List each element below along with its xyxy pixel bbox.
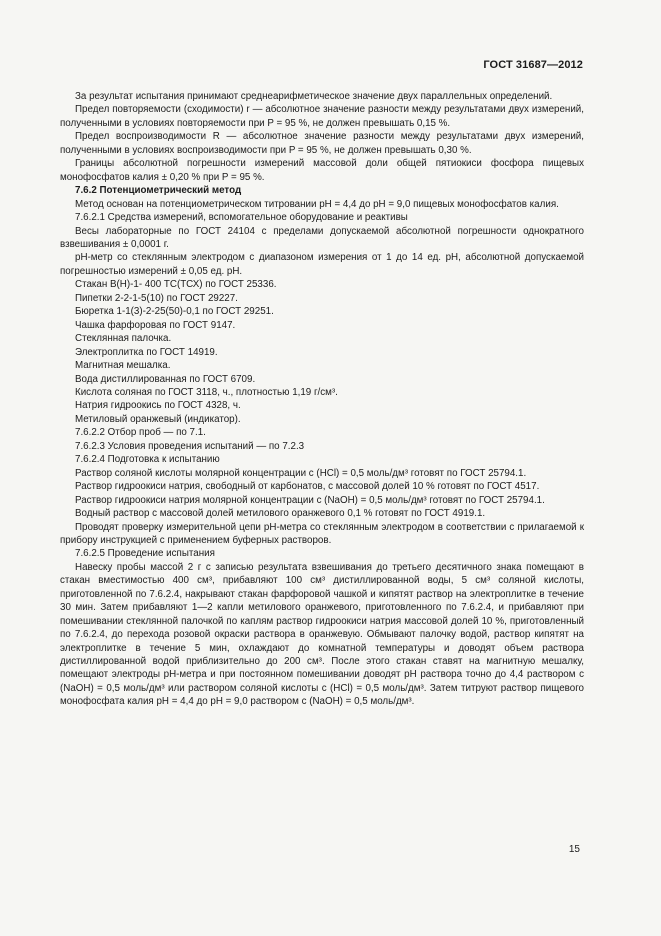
list-item: Метиловый оранжевый (индикатор).: [75, 413, 241, 425]
subsection-heading-preparation: 7.6.2.4 Подготовка к испытанию: [75, 454, 220, 466]
list-item: Пипетки 2-2-1-5(10) по ГОСТ 29227.: [75, 292, 238, 304]
paragraph-repeatability: Предел повторяемости (сходимости) r — абсолютное значение разности между результатами двух измерений, полученными в условиях повторяемости при P = 95 %, не должен превышать 0,15 %.: [60, 104, 584, 129]
list-item: Кислота соляная по ГОСТ 3118, ч., плотностью 1,19 г/см³.: [75, 386, 338, 398]
list-item: Бюретка 1-1(3)-2-25(50)-0,1 по ГОСТ 29251.: [75, 306, 274, 318]
list-item: Вода дистиллированная по ГОСТ 6709.: [75, 373, 256, 385]
section-heading-potentiometric: 7.6.2 Потенциометрический метод: [75, 185, 242, 197]
paragraph-hcl-solution: Раствор соляной кислоты молярной концентрации с (HCl) = 0,5 моль/дм³ готовят по ГОСТ 25794.1.: [75, 467, 527, 479]
list-item: Стакан В(Н)-1- 400 ТС(ТСХ) по ГОСТ 25336.: [75, 279, 277, 291]
document-body: [60, 90, 584, 709]
list-item: Магнитная мешалка.: [75, 360, 171, 372]
list-item: pH-метр со стеклянным электродом с диапазоном измерения от 1 до 14 ед. pH, абсолютной допускаемой погрешностью измерений ± 0,05 ед. pH.: [60, 252, 584, 277]
list-item: Электроплитка по ГОСТ 14919.: [75, 346, 218, 358]
list-item: Стеклянная палочка.: [75, 333, 172, 345]
paragraph-procedure: Навеску пробы массой 2 г с записью результата взвешивания до третьего десятичного знака помещают в стакан вместимостью 400 см³, прибавляют 100 см³ дистиллированной воды, 5 см³ соляной кислоты, приготовленной по 7.6.2.4, накрывают стакан фарфоровой чашкой и кипятят раствор на электроплитке в течение 30 мин. Затем прибавляют 1—2 капли метилового оранжевого, приготовленного по 7.6.2.4, и прибавляют при помешивании стеклянной палочкой по каплям раствор гидроокиси натрия массовой долей 10 %, приготовленный по 7.6.2.4, до перехода розовой окраски раствора в оранжевую. Обмывают палочку водой, раствор кипятят на электроплитке в течение 5 мин, охлаждают до комнатной температуры и доводят объем раствора дистиллированной водой приблизительно до 200 см³. После этого стакан ставят на магнитную мешалку, помещают электроды pH-метра и при постоянном помешивании доводят pH раствора точно до 4,4 раствором с (NaOH) = 0,5 моль/дм³ или раствором соляной кислоты с (HCl) = 0,5 моль/дм³. Затем титруют раствор пищевого монофосфата калия pH = 4,4 до pH = 9,0 раствором с (NaOH) = 0,5 моль/дм³.: [60, 561, 584, 708]
list-item: Натрия гидроокись по ГОСТ 4328, ч.: [75, 400, 241, 412]
paragraph-method-basis: Метод основан на потенциометрическом титровании pH = 4,4 до pH = 9,0 пищевых монофосфатов калия.: [75, 198, 559, 210]
paragraph-naoh-10-percent: Раствор гидроокиси натрия, свободный от карбонатов, с массовой долей 10 % готовят по ГОСТ 4517.: [75, 481, 540, 493]
subsection-sampling: 7.6.2.2 Отбор проб — по 7.1.: [75, 427, 206, 439]
list-item: Чашка фарфоровая по ГОСТ 9147.: [75, 319, 236, 331]
paragraph-reproducibility: Предел воспроизводимости R — абсолютное значение разности между результатами двух измерений, полученными в условиях воспроизводимости при P = 95 %, не должен превышать 0,30 %.: [60, 131, 584, 156]
paragraph-naoh-molar: Раствор гидроокиси натрия молярной концентрации с (NaOH) = 0,5 моль/дм³ готовят по ГОСТ 25794.1.: [75, 494, 545, 506]
list-item: Весы лабораторные по ГОСТ 24104 с пределами допускаемой абсолютной погрешности однократного взвешивания ± 0,0001 г.: [60, 225, 584, 250]
subsection-conditions: 7.6.2.3 Условия проведения испытаний — по 7.2.3: [75, 440, 305, 452]
subsection-heading-equipment: 7.6.2.1 Средства измерений, вспомогательное оборудование и реактивы: [75, 212, 408, 224]
document-header: ГОСТ 31687—2012: [483, 59, 583, 71]
paragraph-methyl-orange: Водный раствор с массовой долей метилового оранжевого 0,1 % готовят по ГОСТ 4919.1.: [75, 508, 486, 520]
paragraph-error-bounds: Границы абсолютной погрешности измерений массовой доли общей пятиокиси фосфора пищевых монофосфатов калия ± 0,20 % при P = 95 %.: [60, 158, 584, 183]
subsection-heading-procedure: 7.6.2.5 Проведение испытания: [75, 548, 215, 560]
paragraph-ph-meter-check: Проводят проверку измерительной цепи pH-метра со стеклянным электродом в соответствии с прилагаемой к прибору инструкцией с применением буферных растворов.: [60, 521, 584, 546]
paragraph-result: За результат испытания принимают среднеарифметическое значение двух параллельных определений.: [75, 91, 553, 102]
page-number: 15: [568, 844, 580, 855]
